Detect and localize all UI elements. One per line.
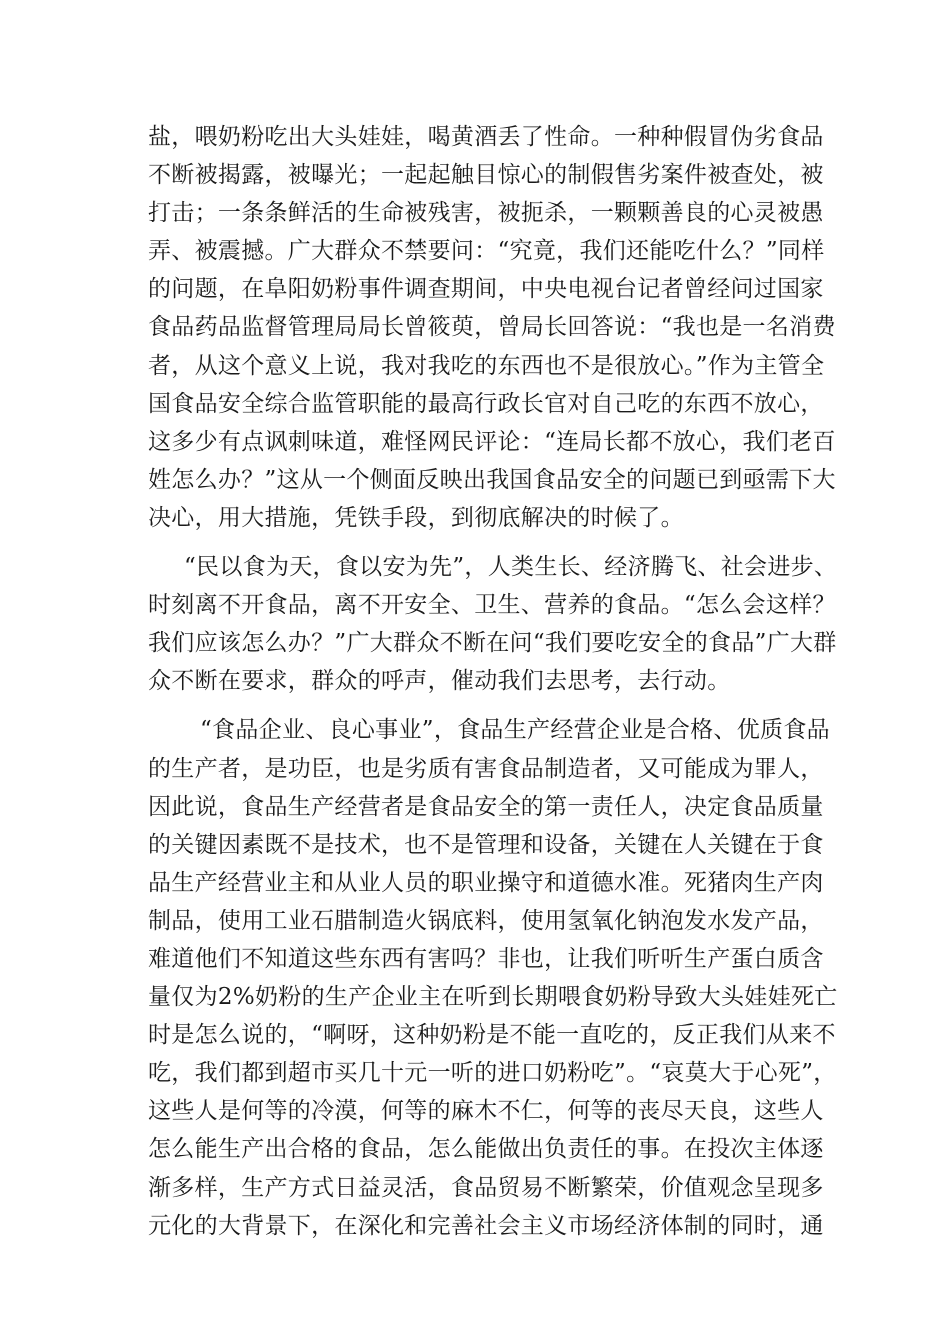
paragraph-2 <box>148 548 838 700</box>
text-line: “食品企业、良心事业”，食品生产经营企业是合格、优质食品 <box>200 717 830 744</box>
paragraph-3 <box>148 711 838 1244</box>
text-line: 渐多样，生产方式日益灵活，食品贸易不断繁荣，价值观念呈现多 <box>148 1174 824 1201</box>
text-line: 国食品安全综合监管职能的最高行政长官对自己吃的东西不放心， <box>148 390 824 417</box>
text-line: 元化的大背景下，在深化和完善社会主义市场经济体制的同时，通 <box>148 1212 824 1239</box>
text-line: 品生产经营业主和从业人员的职业操守和道德水准。死猪肉生产肉 <box>148 869 824 896</box>
text-line: “民以食为天，食以安为先”，人类生长、经济腾飞、社会进步、 <box>184 554 838 581</box>
text-line: 难道他们不知道这些东西有害吗？非也，让我们听听生产蛋白质含 <box>148 945 824 972</box>
text-line: 弄、被震撼。广大群众不禁要问：“究竟，我们还能吃什么？”同样 <box>148 238 825 265</box>
text-line: 这多少有点讽刺味道，难怪网民评论：“连局长都不放心，我们老百 <box>148 428 836 455</box>
text-line: 盐，喂奶粉吃出大头娃娃，喝黄酒丢了性命。一种种假冒伪劣食品 <box>148 124 824 150</box>
text-line: 不断被揭露，被曝光；一起起触目惊心的制假售劣案件被查处，被 <box>148 162 824 189</box>
text-line: 众不断在要求，群众的呼声，催动我们去思考，去行动。 <box>148 668 731 695</box>
text-line: 食品药品监督管理局局长曾筱萸，曾局长回答说：“我也是一名消费 <box>148 314 836 341</box>
paragraph-1 <box>148 118 836 537</box>
text-line: 吃，我们都到超市买几十元一听的进口奶粉吃”。“哀莫大于心死”， <box>148 1060 837 1087</box>
text-line: 这些人是何等的冷漠，何等的麻木不仁，何等的丧尽天良，这些人 <box>148 1098 824 1125</box>
text-line: 量仅为2%奶粉的生产企业主在听到长期喂食奶粉导致大头娃娃死亡 <box>148 984 838 1011</box>
text-line: 时刻离不开食品，离不开安全、卫生、营养的食品。“怎么会这样？ <box>148 592 836 619</box>
text-line: 怎么能生产出合格的食品，怎么能做出负责任的事。在投次主体逐 <box>148 1136 824 1163</box>
text-line: 制品，使用工业石腊制造火锅底料，使用氢氧化钠泡发水发产品， <box>148 907 824 934</box>
paragraph-spacer <box>148 700 800 711</box>
text-line: 的问题，在阜阳奶粉事件调查期间，中央电视台记者曾经问过国家 <box>148 276 824 303</box>
paragraph-spacer <box>148 537 800 548</box>
text-line: 的生产者，是功臣，也是劣质有害食品制造者，又可能成为罪人， <box>148 755 824 782</box>
text-line: 打击；一条条鲜活的生命被残害，被扼杀，一颗颗善良的心灵被愚 <box>148 200 824 227</box>
text-line: 我们应该怎么办？”广大群众不断在问“我们要吃安全的食品”广大群 <box>148 630 837 657</box>
text-line: 姓怎么办？”这从一个侧面反映出我国食品安全的问题已到亟需下大 <box>148 466 836 493</box>
text-line: 因此说，食品生产经营者是食品安全的第一责任人，决定食品质量 <box>148 793 824 820</box>
text-line: 时是怎么说的，“啊呀，这种奶粉是不能一直吃的，反正我们从来不 <box>148 1022 836 1049</box>
body-text <box>148 118 838 1245</box>
text-line: 决心，用大措施，凭铁手段，到彻底解决的时候了。 <box>148 504 684 531</box>
text-line: 的关键因素既不是技术，也不是管理和设备，关键在人关键在于食 <box>148 831 824 858</box>
text-line: 者，从这个意义上说，我对我吃的东西也不是很放心。”作为主管全 <box>148 352 825 379</box>
